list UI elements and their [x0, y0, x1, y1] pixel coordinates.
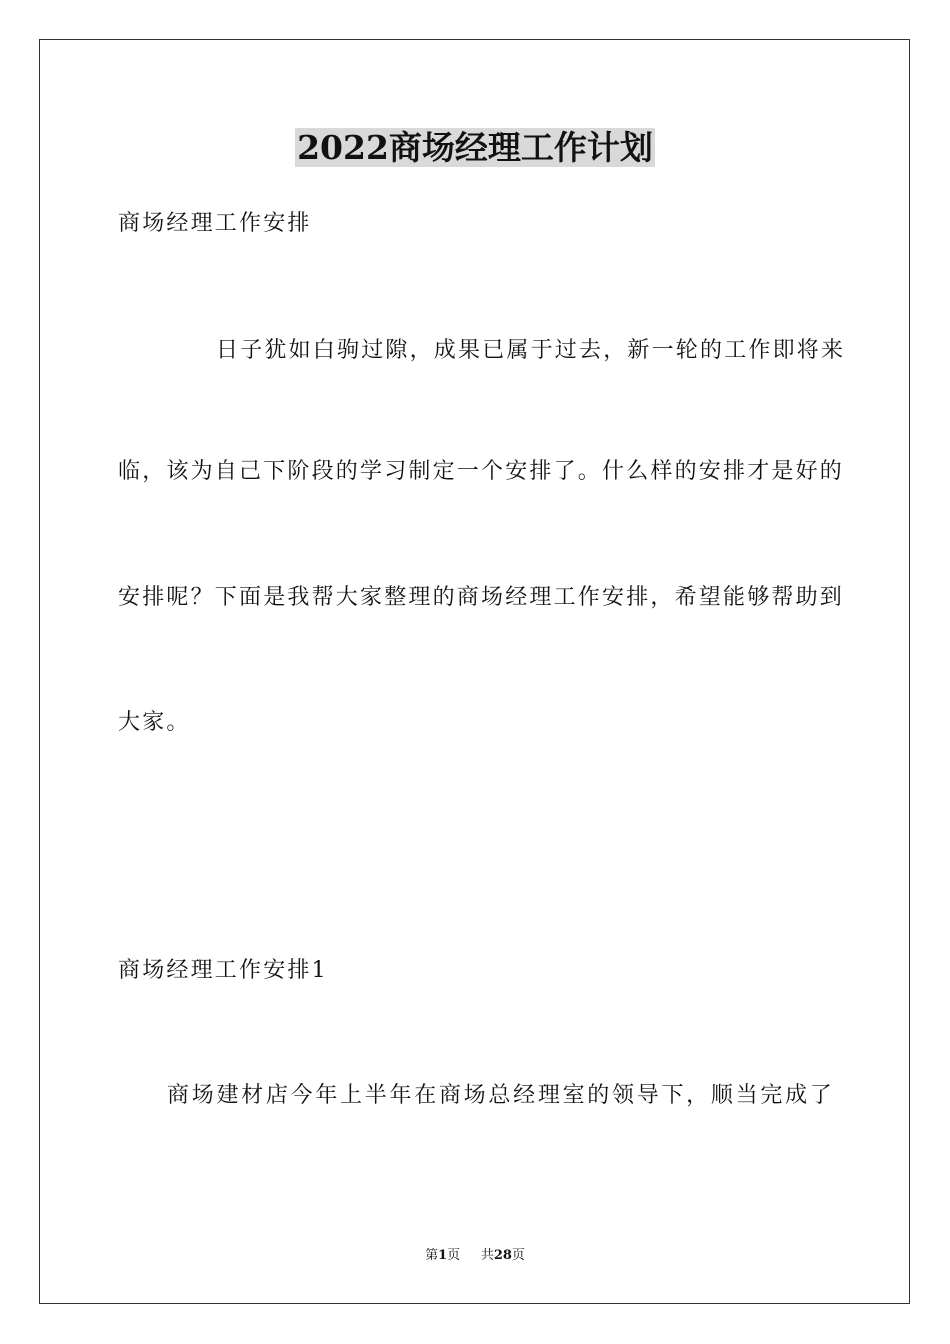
- footer-total-pages: 28: [493, 1248, 512, 1263]
- page-footer: [0, 1247, 950, 1265]
- intro-paragraph-line-4: 大家。: [118, 710, 191, 735]
- section-heading-1: 商场经理工作安排1: [118, 958, 328, 983]
- section-heading: 商场经理工作安排: [118, 211, 312, 236]
- footer-page-number: 1: [438, 1248, 448, 1263]
- document-title: [0, 126, 950, 170]
- footer-page-suffix: 页: [447, 1248, 461, 1263]
- footer-total-suffix: 页: [511, 1248, 525, 1263]
- footer-page-prefix: 第: [425, 1248, 439, 1263]
- body-paragraph-line-1: 商场建材店今年上半年在商场总经理室的领导下，顺当完成了: [167, 1083, 834, 1108]
- intro-paragraph-line-2: 临，该为自己下阶段的学习制定一个安排了。什么样的安排才是好的: [118, 459, 845, 484]
- intro-paragraph-line-1: 日子犹如白驹过隙，成果已属于过去，新一轮的工作即将来: [216, 338, 846, 363]
- document-title-text: 2022商场经理工作计划: [297, 128, 653, 167]
- footer-total-prefix: 共: [480, 1248, 494, 1263]
- intro-paragraph-line-3: 安排呢？下面是我帮大家整理的商场经理工作安排，希望能够帮助到: [118, 585, 845, 610]
